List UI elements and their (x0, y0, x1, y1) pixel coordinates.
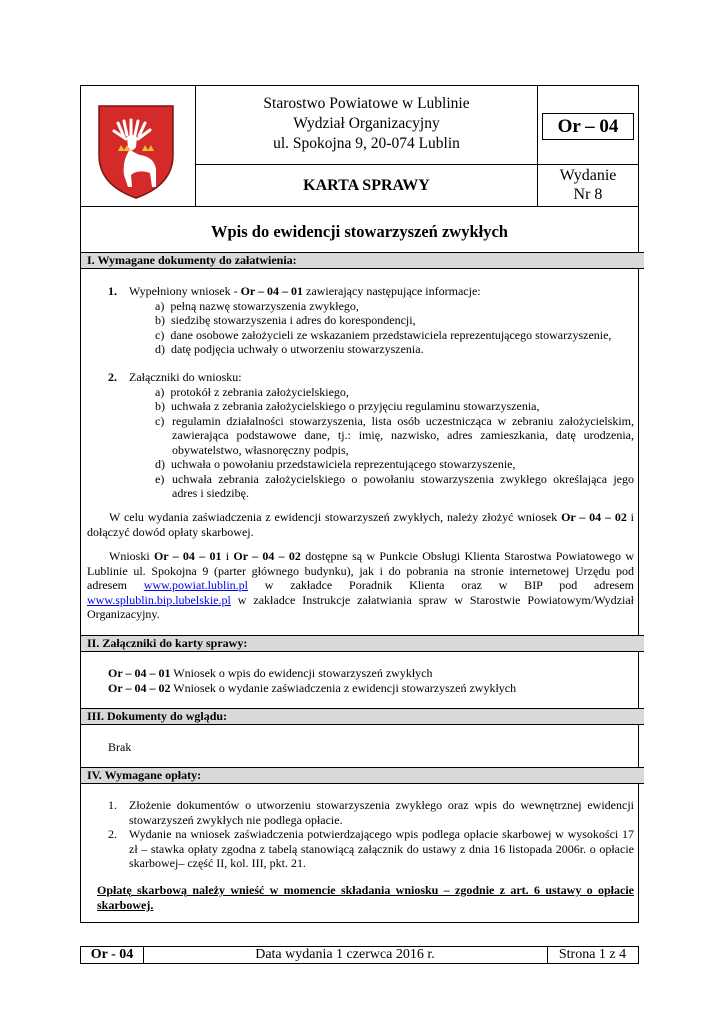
office-name: Starostwo Powiatowe w Lublinie (263, 95, 470, 112)
section-heading-inspection: III. Dokumenty do wglądu: (81, 708, 644, 725)
edition-label: Wydanie (559, 167, 617, 184)
list-item: regulamin działalności stowarzyszenia, lista osób uczestnicząca w zebraniu założycielskim, zawierająca podstawowe dane, tj.: imię, nazwisko, adres zamieszkania, datę urodzenia, obywatelstwo, własnoręczny podpis, (172, 413, 634, 457)
document-code-cell (538, 86, 638, 165)
document-title: Wpis do ewidencji stowarzyszeń zwykłych (211, 222, 508, 241)
document-frame (80, 85, 639, 923)
list-item: a) protokół z zebrania założycielskiego, (155, 384, 349, 399)
footer-date: Data wydania 1 czerwca 2016 r. (143, 947, 548, 963)
fee-item: Wydanie na wniosek zaświadczenia potwierdzającego wpis podlega opłacie skarbowej w wysokości 17 zł – stawka opłaty zgodna z tabelą stanowiącą załącznik do ustawy z dnia 16 listopada 2006r. o opłacie skarbowej– część II, kol. III, pkt. 21. (129, 827, 634, 870)
paragraph-availability: Wnioski Or – 04 – 01 i Or – 04 – 02 dostępne są w Punkcie Obsługi Klienta Starostwa Powiatowego w Lublinie ul. Spokojna 9 (parter głównego budynku), jak i do pobrania na stronie internetowej Urzędu pod adresem www.powiat.lublin.pl w zakładce Poradnik Klienta oraz w BIP pod adresem www.splublin.bip.lubelskie.pl w zakładce Instrukcje załatwiania spraw w Starostwie Powiatowym/Wydział Organizacyjny. (87, 549, 634, 621)
logo-cell (81, 86, 196, 206)
inspection-text: Brak (108, 740, 132, 754)
list-number: 2. (108, 370, 117, 384)
list-marker: e) (155, 471, 165, 486)
powiat-website-link[interactable]: www.powiat.lublin.pl (143, 578, 248, 592)
edition-cell (538, 165, 638, 207)
section-heading-fees: IV. Wymagane opłaty: (81, 767, 644, 784)
list-item: Wypełniony wniosek - Or – 04 – 01 zawierający następujące informacje: (129, 284, 481, 298)
bip-website-link[interactable]: www.splublin.bip.lubelskie.pl (87, 592, 231, 607)
attachment-item: Or – 04 – 02 Wniosek o wydanie zaświadczenia z ewidencji stowarzyszeń zwykłych (108, 680, 517, 695)
list-item: d) uchwała o powołaniu przedstawiciela reprezentującego stowarzyszenie, (155, 457, 516, 471)
paragraph-certificate: W celu wydania zaświadczenia z ewidencji stowarzyszeń zwykłych, należy złożyć wniosek Or – 04 – 02 i dołączyć dowód opłaty skarbowej. (87, 510, 634, 539)
fee-note: Opłatę skarbową należy wnieść w momencie składania wniosku – zgodnie z art. 6 ustawy o opłacie skarbowej. (97, 883, 634, 912)
list-item: Załączniki do wniosku: (129, 370, 242, 384)
divider (81, 206, 638, 207)
header-table (81, 86, 638, 206)
office-department: Wydział Organizacyjny (293, 115, 440, 132)
fee-item: Złożenie dokumentów o utworzeniu stowarzyszenia zwykłego oraz wpis do wewnętrznej ewidencji stowarzyszeń zwykłych nie podlega opłacie. (129, 798, 634, 827)
section-heading-documents: I. Wymagane dokumenty do załatwienia: (81, 252, 644, 269)
document-code: Or – 04 (542, 113, 634, 140)
list-item: b) siedzibę stowarzyszenia i adres do korespondencji, (155, 313, 416, 327)
coat-of-arms-logo (96, 103, 176, 201)
footer-code: Or - 04 (81, 947, 144, 963)
card-title: KARTA SPRAWY (196, 165, 538, 206)
list-item: a) pełną nazwę stowarzyszenia zwykłego, (155, 298, 359, 313)
list-item: c) dane osobowe założycieli ze wskazaniem przedstawiciela reprezentującego stowarzyszenie, (155, 327, 612, 342)
footer-page-number: Strona 1 z 4 (558, 947, 627, 962)
office-info-cell (196, 86, 538, 165)
office-address: ul. Spokojna 9, 20-074 Lublin (273, 135, 460, 152)
page-footer (80, 946, 639, 964)
list-number: 1. (108, 798, 117, 812)
section-heading-attachments: II. Załączniki do karty sprawy: (81, 635, 644, 652)
list-item: d) datę podjęcia uchwały o utworzeniu stowarzyszenia. (155, 342, 424, 356)
sub-list (155, 299, 635, 357)
list-number: 1. (108, 284, 117, 298)
list-item: uchwała zebrania założycielskiego o powołaniu stowarzyszenia zwykłego określająca jego adres i siedzibę. (172, 471, 634, 500)
list-number: 2. (108, 827, 117, 841)
list-item: b) uchwała z zebrania założycielskiego o przyjęciu regulaminu stowarzyszenia, (155, 399, 540, 413)
list-marker: c) (155, 413, 165, 428)
attachment-item: Or – 04 – 01 Wniosek o wpis do ewidencji stowarzyszeń zwykłych (108, 666, 433, 680)
edition-number: Nr 8 (573, 186, 603, 203)
